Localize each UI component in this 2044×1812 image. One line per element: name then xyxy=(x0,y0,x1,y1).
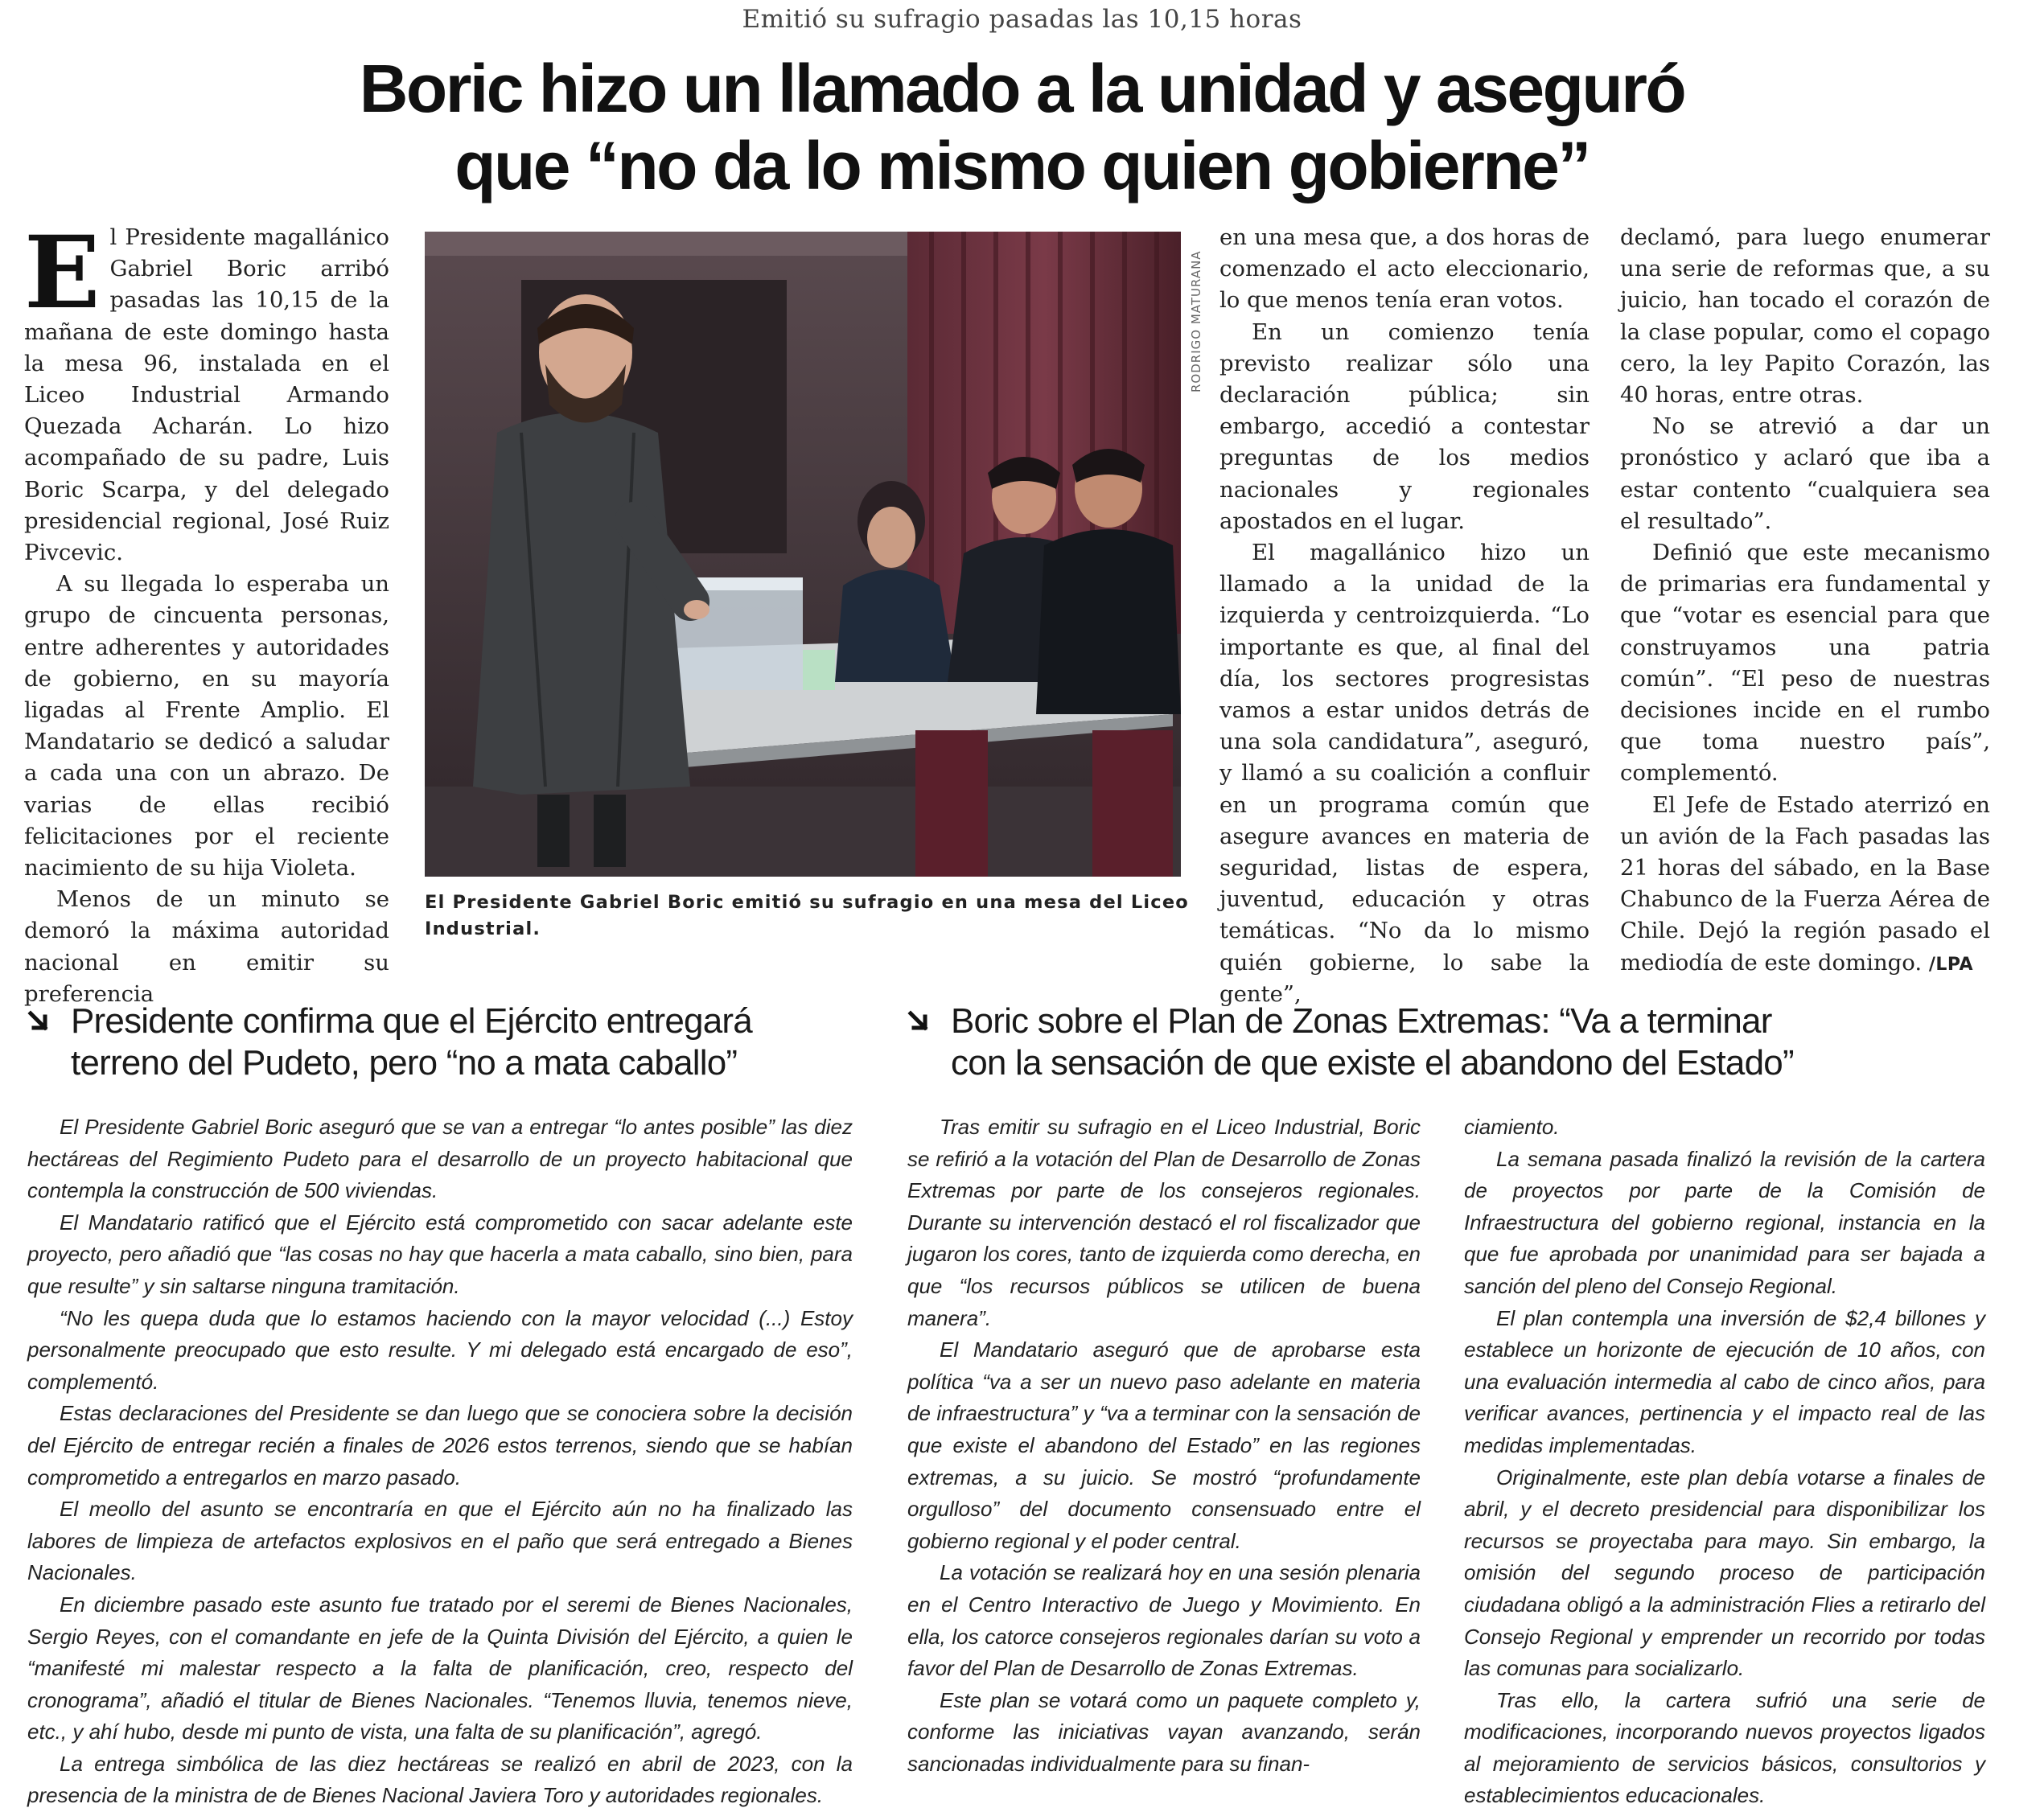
story-paragraph: El Mandatario aseguró que de aprobarse esta política “va a ser un nuevo paso adelante en materia de infraestructura” y “va a terminar con la sensación de que existe el abandono del Estado” en las regiones extremas, a su juicio. Se mostró “profundamente orgulloso” del documento consensuado entre el gobierno regional y el poder central. xyxy=(907,1337,1421,1553)
story-left-headline: Presidente confirma que el Ejército entregará terreno del Pudeto, pero “no a mata caballo” xyxy=(27,1001,896,1084)
story-paragraph: La entrega simbólica de las diez hectáreas se realizó en abril de 2023, con la presencia de la ministra de de Bienes Nacional Javiera Toro y autoridades regionales. xyxy=(27,1751,853,1808)
main-paragraph: No se atrevió a dar un pronóstico y aclaró que iba a estar contento “cualquiera sea el resultado”. xyxy=(1620,413,1990,534)
arrow-down-right-icon xyxy=(907,1010,932,1034)
main-paragraph: El Jefe de Estado aterrizó en un avión de la Fach pasadas las 21 horas del sábado, en la Base Chabunco de la Fuerza Aérea de Chile. Dejó la región pasado el mediodía de este domingo. /LPA xyxy=(1620,791,1990,976)
main-paragraph: En un comienzo tenía previsto realizar sólo una declaración pública; sin embargo, accedió a contestar preguntas de los medios nacionales y regionales apostados en el lugar. xyxy=(1219,318,1590,534)
headline-line-2: que “no da lo mismo quien gobierne” xyxy=(454,128,1590,203)
drop-cap: E xyxy=(24,215,101,331)
photo-caption: El Presidente Gabriel Boric emitió su sufragio en una mesa del Liceo Industrial. xyxy=(425,892,1189,939)
story-paragraph: El plan contempla una inversión de $2,4 billones y establece un horizonte de ejecución de 10 años, con una evaluación intermedia al cabo de cinco años, para verificar avances, pertinencia y el impacto real de las medidas implementadas. xyxy=(1464,1305,1985,1457)
main-paragraph: en una mesa que, a dos horas de comenzado el acto eleccionario, lo que menos tenía eran votos. xyxy=(1219,224,1590,314)
story-paragraph: ciamiento. xyxy=(1464,1115,1560,1139)
story-right-headline: Boric sobre el Plan de Zonas Extremas: “Va a terminar con la sensación de que existe el abandono del Estado” xyxy=(907,1001,2017,1084)
main-paragraph: Definió que este mecanismo de primarias era fundamental y que “votar es esencial para que construyamos una patria común”. “El peso de nuestras decisiones incide en el rumbo que toma nuestro país”, complementó. xyxy=(1620,540,1990,787)
story-paragraph: El Mandatario ratificó que el Ejército está comprometido con sacar adelante este proyecto, pero añadió que “las cosas no hay que hacerla a mata caballo, sino bien, para que resulte” y sin saltarse ninguna tramitación. xyxy=(27,1210,853,1298)
story-paragraph: Originalmente, este plan debía votarse a finales de abril, y el decreto presidencial para disponibilizar los recursos se proyectaba para mayo. Sin embargo, la omisión del segundo proceso de participación ciudadana obligó a la administración Flies a retirarlo del Consejo Regional y emprender un recorrido por todas las comunas para socializarlo. xyxy=(1464,1465,1985,1681)
main-article-column-3 xyxy=(1620,222,1990,980)
story-paragraph: El meollo del asunto se encontraría en que el Ejército aún no ha finalizado las labores de limpieza de artefactos explosivos en el paño que será entregado a Bienes Nacionales. xyxy=(27,1497,853,1585)
story-paragraph: En diciembre pasado este asunto fue tratado por el seremi de Bienes Nacionales, Sergio Reyes, con el comandante en jefe de la Quinta División del Ejército, a quien le “manifesté mi malestar respecto a la falta de planificación, creo, respecto del cronograma”, añadió el titular de Bienes Nacionales. “Tenemos lluvia, tenemos nieve, etc., y ahí hubo, desde mi punto de vista, una falta de su planificación”, agregó. xyxy=(27,1592,853,1744)
story-right-column-2 xyxy=(1464,1111,1985,1812)
main-paragraph: El Presidente magallánico Gabriel Boric arribó pasadas las 10,15 de la mañana de este domingo hasta la mesa 96, instalada en el Liceo Industrial Armando Quezada Acharán. Lo hizo acompañado de su padre, Luis Boric Scarpa, y del delegado presidencial regional, José Ruiz Pivcevic. xyxy=(24,215,389,566)
story-paragraph: Este plan se votará como un paquete completo y, conforme las iniciativas vayan avanzando, serán sancionadas individualmente para su finan- xyxy=(907,1687,1421,1776)
arrow-down-right-icon xyxy=(27,1010,51,1034)
main-article-column-1 xyxy=(24,215,389,1010)
kicker: Emitió su sufragio pasadas las 10,15 horas xyxy=(742,5,1302,34)
main-paragraph: A su llegada lo esperaba un grupo de cincuenta personas, entre adherentes y autoridades de gobierno, en su mayoría ligadas al Frente Amplio. El Mandatario se dedicó a saludar a cada una con un abrazo. De varias de ellas recibió felicitaciones por el reciente nacimiento de su hija Violeta. xyxy=(24,571,389,881)
story-paragraph: Estas declaraciones del Presidente se dan luego que se conociera sobre la decisión del Ejército de entregar recién a finales de 2026 estos terrenos, siendo que se habían comprometido a entregarlos en marzo pasado. xyxy=(27,1401,853,1489)
article-photo xyxy=(425,232,1181,877)
headline xyxy=(0,50,2044,204)
story-paragraph: La votación se realizará hoy en una sesión plenaria en el Centro Interactivo de Juego y Movimiento. En ella, los catorce consejeros regionales darían su voto a favor del Plan de Desarrollo de Zonas Extremas. xyxy=(907,1560,1421,1681)
signature: /LPA xyxy=(1928,954,1974,975)
story-paragraph: “No les quepa duda que lo estamos haciendo con la mayor velocidad (...) Estoy personalmente preocupado que esto resulte. Y mi delegado está encargado de eso”, complementó. xyxy=(27,1305,853,1394)
story-right-column-1 xyxy=(907,1111,1421,1780)
story-paragraph: Tras emitir su sufragio en el Liceo Industrial, Boric se refirió a la votación del Plan de Desarrollo de Zonas Extremas por parte de los consejeros regionales. Durante su intervención destacó el rol fiscalizador que jugaron los cores, tanto de izquierda como derecha, en que “los recursos públicos se utilicen de buena manera”. xyxy=(907,1115,1421,1330)
main-article-column-2 xyxy=(1219,222,1590,1010)
story-paragraph: Tras ello, la cartera sufrió una serie de modificaciones, incorporando nuevos proyectos ligados al mejoramiento de servicios básicos, consultorios y establecimientos educacionales. xyxy=(1464,1687,1985,1808)
main-paragraph: El magallánico hizo un llamado a la unidad de la izquierda y centroizquierda. “Lo importante es que, al final del día, los sectores progresistas vamos a estar unidos detrás de una sola candidatura”, aseguró, y llamó a su coalición a confluir en un programa común que asegure avances en materia de seguridad, listas de espera, juventud, educación y otras temáticas. “No da lo mismo quién gobierne, lo sabe la gente”, xyxy=(1219,540,1590,1007)
headline-line-1: Boric hizo un llamado a la unidad y aseguró xyxy=(359,51,1685,126)
story-left-body xyxy=(27,1111,853,1812)
story-paragraph: La semana pasada finalizó la revisión de la cartera de proyectos por parte de la Comisión de Infraestructura del gobierno regional, instancia en la que fue aprobada por unanimidad para ser bajada a sanción del pleno del Consejo Regional. xyxy=(1464,1146,1985,1298)
main-paragraph: declamó, para luego enumerar una serie de reformas que, a su juicio, han tocado el corazón de la clase popular, como el copago cero, la ley Papito Corazón, las 40 horas, entre otras. xyxy=(1620,224,1990,409)
photo-boric-voting xyxy=(425,232,1181,877)
photo-credit: RODRIGO MATURANA xyxy=(1189,250,1203,392)
main-paragraph: Menos de un minuto se demoró la máxima autoridad nacional en emitir su preferencia xyxy=(24,886,389,1007)
story-paragraph: El Presidente Gabriel Boric aseguró que se van a entregar “lo antes posible” las diez hectáreas del Regimiento Pudeto para el desarrollo de un proyecto habitacional que contempla la construcción de 500 viviendas. xyxy=(27,1115,853,1203)
